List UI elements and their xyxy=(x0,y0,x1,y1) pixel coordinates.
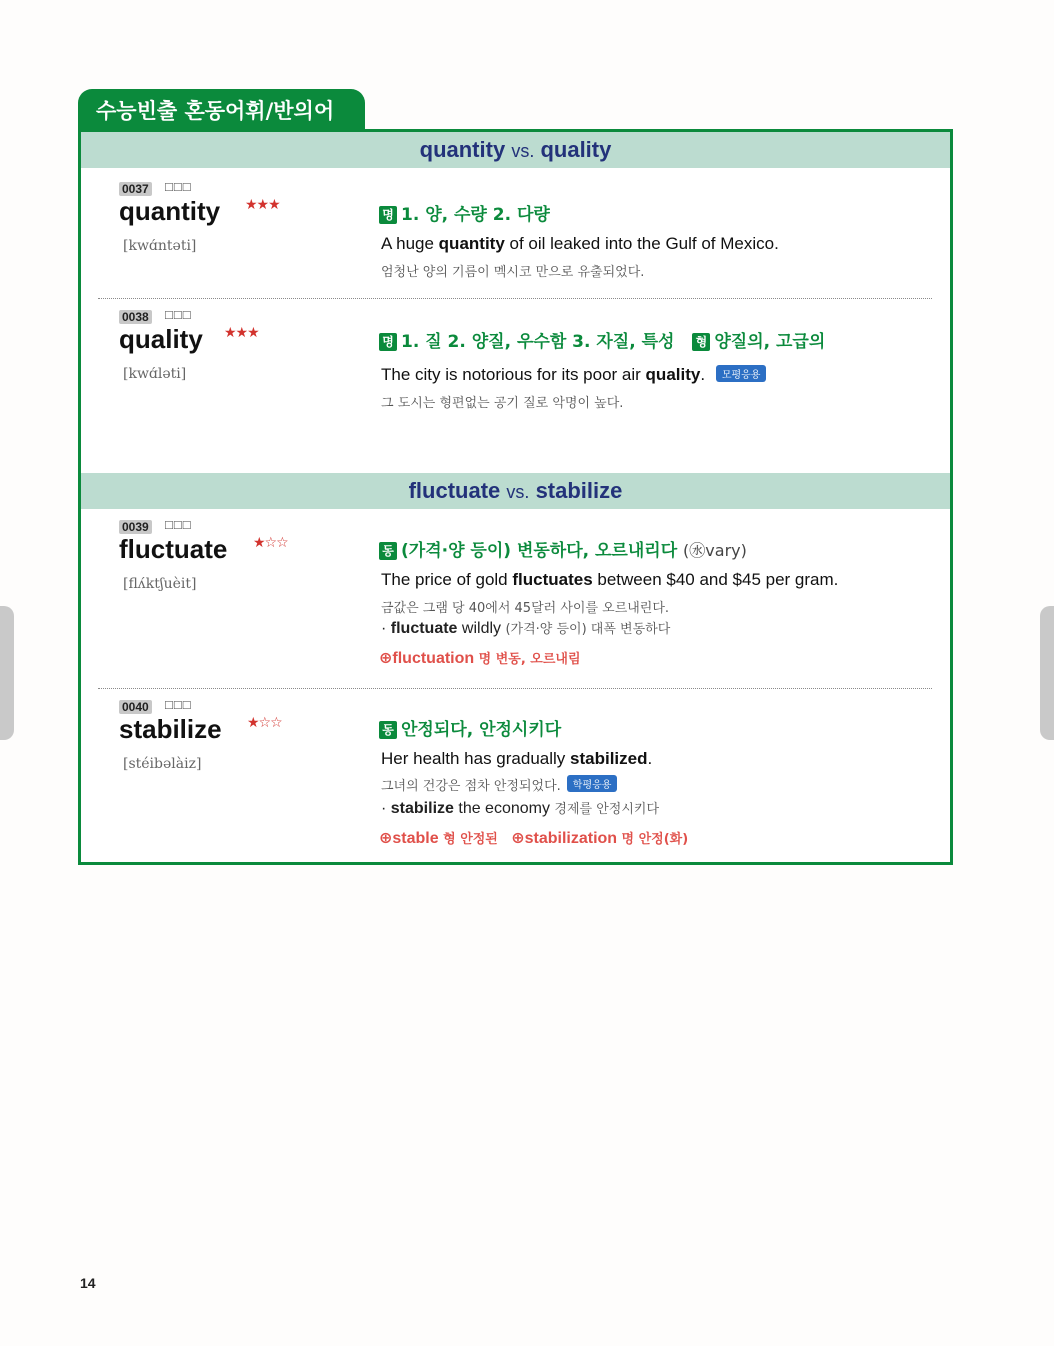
source-badge: 학평응용 xyxy=(567,775,618,792)
derivatives xyxy=(379,648,581,668)
collocation-keyword: fluctuate xyxy=(390,620,458,637)
definition-text: 안정되다, 안정시키다 xyxy=(401,720,562,740)
collocation-translation: 경제를 안정시키다 xyxy=(554,802,660,817)
derivative-meaning: 명 변동, 오르내림 xyxy=(478,652,581,667)
importance-stars: ★★★ xyxy=(224,324,259,340)
vocabulary-box xyxy=(78,129,953,865)
collocation-keyword: stabilize xyxy=(390,800,454,817)
example-translation: 금값은 그램 당 40에서 45달러 사이를 오르내린다. xyxy=(381,601,670,616)
example-sentence xyxy=(381,234,779,254)
definition-text: (가격·양 등이) 변동하다, 오르내리다 xyxy=(401,541,678,561)
noun-marker: 명 xyxy=(379,206,397,224)
verb-marker: 동 xyxy=(379,721,397,739)
example-keyword: quantity xyxy=(438,234,505,253)
pronunciation: [kwɑ́ləti] xyxy=(123,366,187,382)
definition-text: 1. 질 2. 양질, 우수함 3. 자질, 특성 xyxy=(401,332,675,352)
derivative-word: ⊕stable xyxy=(379,830,439,847)
entry-number: 0037 xyxy=(119,182,152,196)
example-keyword: fluctuates xyxy=(512,570,593,589)
derivatives xyxy=(379,828,688,848)
example-text: A huge xyxy=(381,234,439,253)
headword: quantity xyxy=(119,196,221,226)
section-left-word: quantity xyxy=(419,137,506,162)
derivative-meaning: 형 안정된 xyxy=(443,832,498,847)
entry-number: 0039 xyxy=(119,520,152,534)
right-page-tab[interactable] xyxy=(1040,606,1054,740)
importance-stars: ★☆☆ xyxy=(247,714,282,730)
translation-text: 그녀의 건강은 점차 안정되었다. xyxy=(381,779,561,794)
collocation-translation: (가격·양 등이) 대폭 변동하다 xyxy=(505,622,671,637)
example-sentence xyxy=(381,365,766,385)
entry-number: 0038 xyxy=(119,310,152,324)
section-left-word: fluctuate xyxy=(408,478,501,503)
pronunciation: [kwɑ́ntəti] xyxy=(123,238,197,254)
derivative-word: ⊕fluctuation xyxy=(379,650,475,667)
collocation: · stabilize the economy 경제를 안정시키다 xyxy=(381,800,660,817)
example-text: The price of gold xyxy=(381,570,513,589)
example-text-end: of oil leaked into the Gulf of Mexico. xyxy=(504,234,779,253)
source-badge: 모평응용 xyxy=(716,365,767,382)
page-number: 14 xyxy=(80,1275,96,1291)
checkbox-group[interactable]: □□□ xyxy=(165,517,192,532)
synonym: (㊌vary) xyxy=(683,541,747,560)
importance-stars: ★☆☆ xyxy=(253,534,288,550)
definition xyxy=(379,715,561,740)
section-right-word: stabilize xyxy=(535,478,623,503)
entry-number: 0040 xyxy=(119,700,152,714)
example-text-end: . xyxy=(647,749,653,768)
example-keyword: quality xyxy=(645,365,701,384)
definition xyxy=(379,327,825,352)
section-vs: vs. xyxy=(506,482,530,502)
example-translation: 그 도시는 형편없는 공기 질로 악명이 높다. xyxy=(381,396,624,411)
example-text: Her health has gradually xyxy=(381,749,571,768)
headword: fluctuate xyxy=(119,534,228,564)
definition xyxy=(379,536,747,561)
example-text-end: between $40 and $45 per gram. xyxy=(592,570,839,589)
verb-marker: 동 xyxy=(379,542,397,560)
adjective-marker: 형 xyxy=(692,333,710,351)
section-header-fluctuate-stabilize xyxy=(81,473,950,509)
section-tab-title: 수능빈출 혼동어휘/반의어 xyxy=(78,89,365,133)
example-text: The city is notorious for its poor air xyxy=(381,365,646,384)
definition xyxy=(379,200,550,225)
definition-text-2: 양질의, 고급의 xyxy=(714,332,826,352)
pronunciation: [stéibəlàiz] xyxy=(123,756,202,772)
entry-divider xyxy=(98,298,932,299)
checkbox-group[interactable]: □□□ xyxy=(165,179,192,194)
headword: quality xyxy=(119,324,203,354)
section-right-word: quality xyxy=(540,137,612,162)
example-sentence xyxy=(381,570,838,590)
importance-stars: ★★★ xyxy=(245,196,280,212)
noun-marker: 명 xyxy=(379,333,397,351)
example-text-end: . xyxy=(700,365,706,384)
collocation: · fluctuate wildly (가격·양 등이) 대폭 변동하다 xyxy=(381,620,671,637)
headword: stabilize xyxy=(119,714,222,744)
example-translation: 엄청난 양의 기름이 멕시코 만으로 유출되었다. xyxy=(381,265,645,280)
entry-divider xyxy=(98,688,932,689)
pronunciation: [flʌ́ktʃuèit] xyxy=(123,576,197,592)
collocation-text: wildly xyxy=(457,620,506,637)
section-header-quantity-quality xyxy=(81,132,950,168)
checkbox-group[interactable]: □□□ xyxy=(165,307,192,322)
example-keyword: stabilized xyxy=(570,749,648,768)
derivative-meaning: 명 안정(화) xyxy=(621,832,689,847)
example-sentence xyxy=(381,749,652,769)
derivative-word: ⊕stabilization xyxy=(511,830,618,847)
left-page-tab[interactable] xyxy=(0,606,14,740)
definition-text: 1. 양, 수량 2. 다량 xyxy=(401,205,550,225)
collocation-text: the economy xyxy=(453,800,555,817)
checkbox-group[interactable]: □□□ xyxy=(165,697,192,712)
section-vs: vs. xyxy=(511,141,535,161)
example-translation xyxy=(381,775,617,794)
